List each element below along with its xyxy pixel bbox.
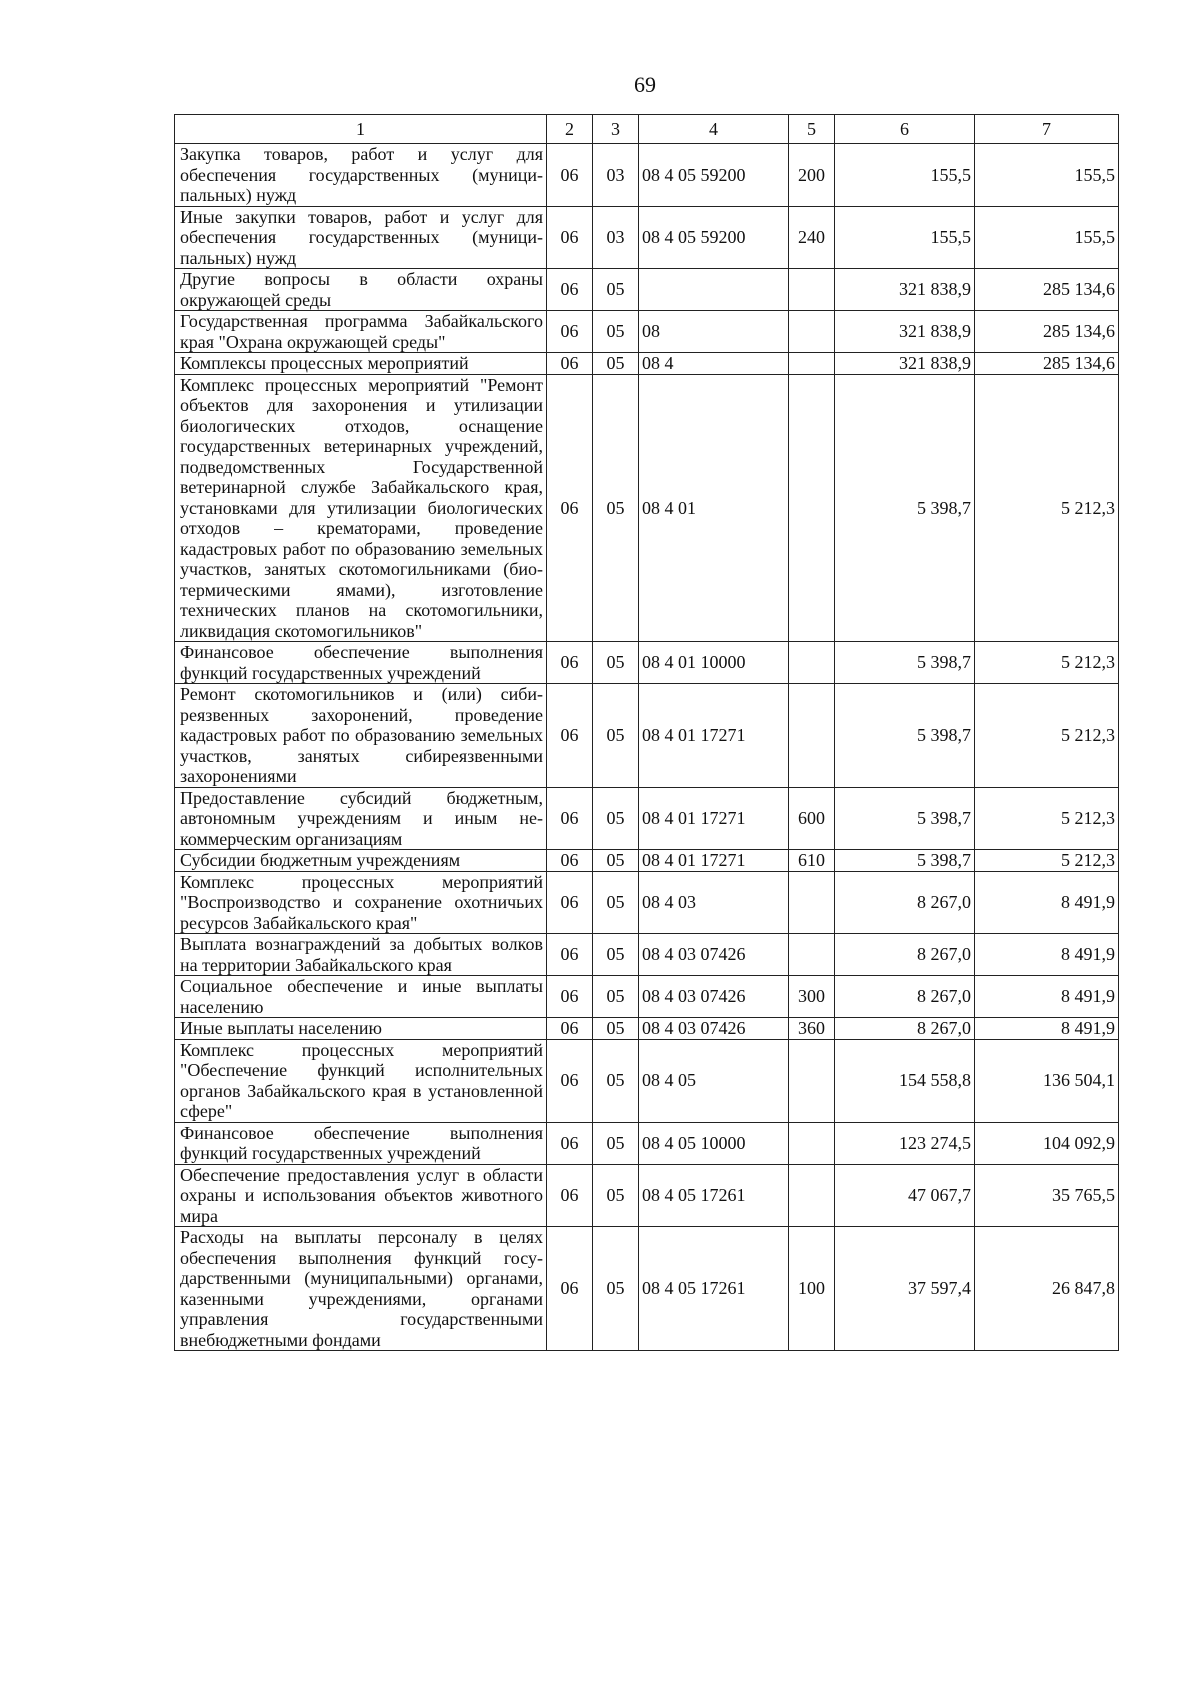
row-section-cell: 06 xyxy=(547,269,593,311)
table-row xyxy=(175,374,1119,642)
table-row xyxy=(175,206,1119,269)
header-col-7: 7 xyxy=(975,115,1119,144)
table-row xyxy=(175,1039,1119,1122)
row-subsection-cell: 05 xyxy=(593,311,639,353)
row-amount-year1-cell: 154 558,8 xyxy=(835,1039,975,1122)
row-expense-type-cell xyxy=(789,374,835,642)
row-section-cell: 06 xyxy=(547,850,593,872)
row-section-cell: 06 xyxy=(547,374,593,642)
row-amount-year2-cell: 155,5 xyxy=(975,144,1119,207)
row-name-cell: Закупка товаров, работ и услуг для обеспечения государственных (муниципальных) нужд xyxy=(175,144,547,207)
table-row xyxy=(175,934,1119,976)
row-amount-year2-cell: 5 212,3 xyxy=(975,787,1119,850)
header-col-1: 1 xyxy=(175,115,547,144)
page-number: 69 xyxy=(634,72,656,97)
row-target-code-cell: 08 4 01 17271 xyxy=(639,850,789,872)
row-section-cell: 06 xyxy=(547,311,593,353)
row-amount-year2-cell: 104 092,9 xyxy=(975,1122,1119,1164)
row-amount-year1-cell: 5 398,7 xyxy=(835,684,975,788)
row-amount-year1-cell: 5 398,7 xyxy=(835,787,975,850)
row-target-code-cell xyxy=(639,269,789,311)
row-expense-type-cell: 100 xyxy=(789,1227,835,1351)
table-row xyxy=(175,269,1119,311)
row-subsection-cell: 05 xyxy=(593,1122,639,1164)
row-section-cell: 06 xyxy=(547,787,593,850)
row-amount-year2-cell: 8 491,9 xyxy=(975,934,1119,976)
row-section-cell: 06 xyxy=(547,144,593,207)
table-row xyxy=(175,976,1119,1018)
row-expense-type-cell xyxy=(789,1039,835,1122)
table-row xyxy=(175,787,1119,850)
row-subsection-cell: 03 xyxy=(593,144,639,207)
row-subsection-cell: 05 xyxy=(593,684,639,788)
budget-table-container xyxy=(174,114,1118,1351)
row-subsection-cell: 05 xyxy=(593,642,639,684)
row-name-cell: Другие вопросы в области охраны окружающей среды xyxy=(175,269,547,311)
row-expense-type-cell: 600 xyxy=(789,787,835,850)
row-subsection-cell: 05 xyxy=(593,1039,639,1122)
row-subsection-cell: 05 xyxy=(593,850,639,872)
row-name-cell: Обеспечение предоставления услуг в области охраны и использования объектов животного мира xyxy=(175,1164,547,1227)
row-name-cell: Расходы на выплаты персоналу в целях обеспечения выполнения функций государственными (муниципальными) органами, казенными учреждениями, органами управления государственными внебюджетными фондами xyxy=(175,1227,547,1351)
row-target-code-cell: 08 4 05 10000 xyxy=(639,1122,789,1164)
row-name-cell: Финансовое обеспечение выполнения функций государственных учреждений xyxy=(175,642,547,684)
row-subsection-cell: 05 xyxy=(593,353,639,375)
row-amount-year1-cell: 37 597,4 xyxy=(835,1227,975,1351)
table-row xyxy=(175,1227,1119,1351)
table-row xyxy=(175,1164,1119,1227)
row-expense-type-cell xyxy=(789,684,835,788)
row-expense-type-cell: 360 xyxy=(789,1018,835,1040)
row-name-cell: Субсидии бюджетным учреждениям xyxy=(175,850,547,872)
row-section-cell: 06 xyxy=(547,353,593,375)
row-name-cell: Иные закупки товаров, работ и услуг для обеспечения государственных (муниципальных) нужд xyxy=(175,206,547,269)
row-name-cell: Комплекс процессных мероприятий "Ремонт объектов для захоронения и утилизации биологических отходов, оснащение государственных ветеринарных учреждений, подведомственных Государственной ветеринарной службе Забайкальского края, установками для утилизации биологических отходов – крематорами, проведение кадастровых работ по образованию земельных участков, занятых скотомогильниками (биотермическими ямами), изготовление технических планов на скотомогильники, ликвидация скотомогильников" xyxy=(175,374,547,642)
row-amount-year2-cell: 5 212,3 xyxy=(975,642,1119,684)
row-section-cell: 06 xyxy=(547,871,593,934)
row-target-code-cell: 08 4 03 07426 xyxy=(639,934,789,976)
row-expense-type-cell xyxy=(789,353,835,375)
row-name-cell: Иные выплаты населению xyxy=(175,1018,547,1040)
row-amount-year2-cell: 5 212,3 xyxy=(975,684,1119,788)
row-amount-year1-cell: 8 267,0 xyxy=(835,934,975,976)
row-section-cell: 06 xyxy=(547,206,593,269)
row-expense-type-cell: 610 xyxy=(789,850,835,872)
row-amount-year2-cell: 285 134,6 xyxy=(975,311,1119,353)
row-subsection-cell: 03 xyxy=(593,206,639,269)
row-expense-type-cell: 240 xyxy=(789,206,835,269)
row-subsection-cell: 05 xyxy=(593,374,639,642)
row-expense-type-cell xyxy=(789,642,835,684)
row-expense-type-cell xyxy=(789,269,835,311)
row-amount-year1-cell: 321 838,9 xyxy=(835,311,975,353)
row-target-code-cell: 08 4 05 59200 xyxy=(639,144,789,207)
row-expense-type-cell xyxy=(789,311,835,353)
table-row xyxy=(175,144,1119,207)
row-target-code-cell: 08 4 05 17261 xyxy=(639,1227,789,1351)
row-target-code-cell: 08 4 03 07426 xyxy=(639,1018,789,1040)
row-name-cell: Ремонт скотомогильников и (или) сибиреязвенных захоронений, проведение кадастровых работ по образованию земельных участков, занятых сибиреязвенными захоронениями xyxy=(175,684,547,788)
row-amount-year1-cell: 5 398,7 xyxy=(835,374,975,642)
row-amount-year1-cell: 123 274,5 xyxy=(835,1122,975,1164)
row-target-code-cell: 08 4 03 xyxy=(639,871,789,934)
row-section-cell: 06 xyxy=(547,642,593,684)
row-target-code-cell: 08 4 01 xyxy=(639,374,789,642)
row-subsection-cell: 05 xyxy=(593,1227,639,1351)
row-name-cell: Комплексы процессных мероприятий xyxy=(175,353,547,375)
row-amount-year2-cell: 5 212,3 xyxy=(975,374,1119,642)
table-row xyxy=(175,353,1119,375)
row-amount-year2-cell: 285 134,6 xyxy=(975,353,1119,375)
row-expense-type-cell: 300 xyxy=(789,976,835,1018)
row-name-cell: Выплата вознаграждений за добытых волков на территории Забайкальского края xyxy=(175,934,547,976)
row-section-cell: 06 xyxy=(547,976,593,1018)
row-subsection-cell: 05 xyxy=(593,1018,639,1040)
row-expense-type-cell xyxy=(789,871,835,934)
row-amount-year2-cell: 285 134,6 xyxy=(975,269,1119,311)
table-body xyxy=(175,144,1119,1351)
header-col-5: 5 xyxy=(789,115,835,144)
row-section-cell: 06 xyxy=(547,934,593,976)
row-section-cell: 06 xyxy=(547,1164,593,1227)
header-col-4: 4 xyxy=(639,115,789,144)
table-row xyxy=(175,311,1119,353)
row-name-cell: Комплекс процессных мероприятий "Воспроизводство и сохранение охотничьих ресурсов Забайкальского края" xyxy=(175,871,547,934)
row-subsection-cell: 05 xyxy=(593,934,639,976)
row-amount-year2-cell: 136 504,1 xyxy=(975,1039,1119,1122)
row-amount-year1-cell: 155,5 xyxy=(835,144,975,207)
row-name-cell: Предоставление субсидий бюджетным, автономным учреждениям и иным некоммерческим организациям xyxy=(175,787,547,850)
row-section-cell: 06 xyxy=(547,1122,593,1164)
header-col-6: 6 xyxy=(835,115,975,144)
row-expense-type-cell xyxy=(789,1164,835,1227)
table-row xyxy=(175,871,1119,934)
row-name-cell: Комплекс процессных мероприятий "Обеспечение функций исполнительных органов Забайкальского края в установленной сфере" xyxy=(175,1039,547,1122)
row-amount-year2-cell: 35 765,5 xyxy=(975,1164,1119,1227)
row-target-code-cell: 08 4 01 17271 xyxy=(639,787,789,850)
table-row xyxy=(175,1018,1119,1040)
row-target-code-cell: 08 4 xyxy=(639,353,789,375)
row-amount-year1-cell: 5 398,7 xyxy=(835,642,975,684)
row-expense-type-cell: 200 xyxy=(789,144,835,207)
header-row xyxy=(175,115,1119,144)
row-target-code-cell: 08 4 05 xyxy=(639,1039,789,1122)
row-target-code-cell: 08 4 05 17261 xyxy=(639,1164,789,1227)
row-amount-year1-cell: 8 267,0 xyxy=(835,871,975,934)
row-name-cell: Финансовое обеспечение выполнения функций государственных учреждений xyxy=(175,1122,547,1164)
row-amount-year2-cell: 8 491,9 xyxy=(975,1018,1119,1040)
row-section-cell: 06 xyxy=(547,1227,593,1351)
row-subsection-cell: 05 xyxy=(593,871,639,934)
row-subsection-cell: 05 xyxy=(593,269,639,311)
row-target-code-cell: 08 4 01 17271 xyxy=(639,684,789,788)
table-row xyxy=(175,1122,1119,1164)
row-amount-year1-cell: 8 267,0 xyxy=(835,976,975,1018)
row-amount-year1-cell: 321 838,9 xyxy=(835,269,975,311)
row-amount-year2-cell: 5 212,3 xyxy=(975,850,1119,872)
row-expense-type-cell xyxy=(789,1122,835,1164)
row-subsection-cell: 05 xyxy=(593,976,639,1018)
row-amount-year2-cell: 8 491,9 xyxy=(975,976,1119,1018)
table-row xyxy=(175,684,1119,788)
row-amount-year1-cell: 8 267,0 xyxy=(835,1018,975,1040)
row-subsection-cell: 05 xyxy=(593,787,639,850)
row-section-cell: 06 xyxy=(547,684,593,788)
table-row xyxy=(175,850,1119,872)
row-amount-year1-cell: 155,5 xyxy=(835,206,975,269)
row-amount-year1-cell: 47 067,7 xyxy=(835,1164,975,1227)
row-amount-year2-cell: 26 847,8 xyxy=(975,1227,1119,1351)
header-col-3: 3 xyxy=(593,115,639,144)
row-name-cell: Государственная программа Забайкальского края "Охрана окружающей среды" xyxy=(175,311,547,353)
row-amount-year2-cell: 155,5 xyxy=(975,206,1119,269)
table-row xyxy=(175,642,1119,684)
budget-table xyxy=(174,114,1119,1351)
row-target-code-cell: 08 4 01 10000 xyxy=(639,642,789,684)
row-name-cell: Социальное обеспечение и иные выплаты населению xyxy=(175,976,547,1018)
row-section-cell: 06 xyxy=(547,1039,593,1122)
row-subsection-cell: 05 xyxy=(593,1164,639,1227)
row-amount-year2-cell: 8 491,9 xyxy=(975,871,1119,934)
row-section-cell: 06 xyxy=(547,1018,593,1040)
row-amount-year1-cell: 321 838,9 xyxy=(835,353,975,375)
row-target-code-cell: 08 xyxy=(639,311,789,353)
row-expense-type-cell xyxy=(789,934,835,976)
header-col-2: 2 xyxy=(547,115,593,144)
row-target-code-cell: 08 4 05 59200 xyxy=(639,206,789,269)
row-target-code-cell: 08 4 03 07426 xyxy=(639,976,789,1018)
row-amount-year1-cell: 5 398,7 xyxy=(835,850,975,872)
